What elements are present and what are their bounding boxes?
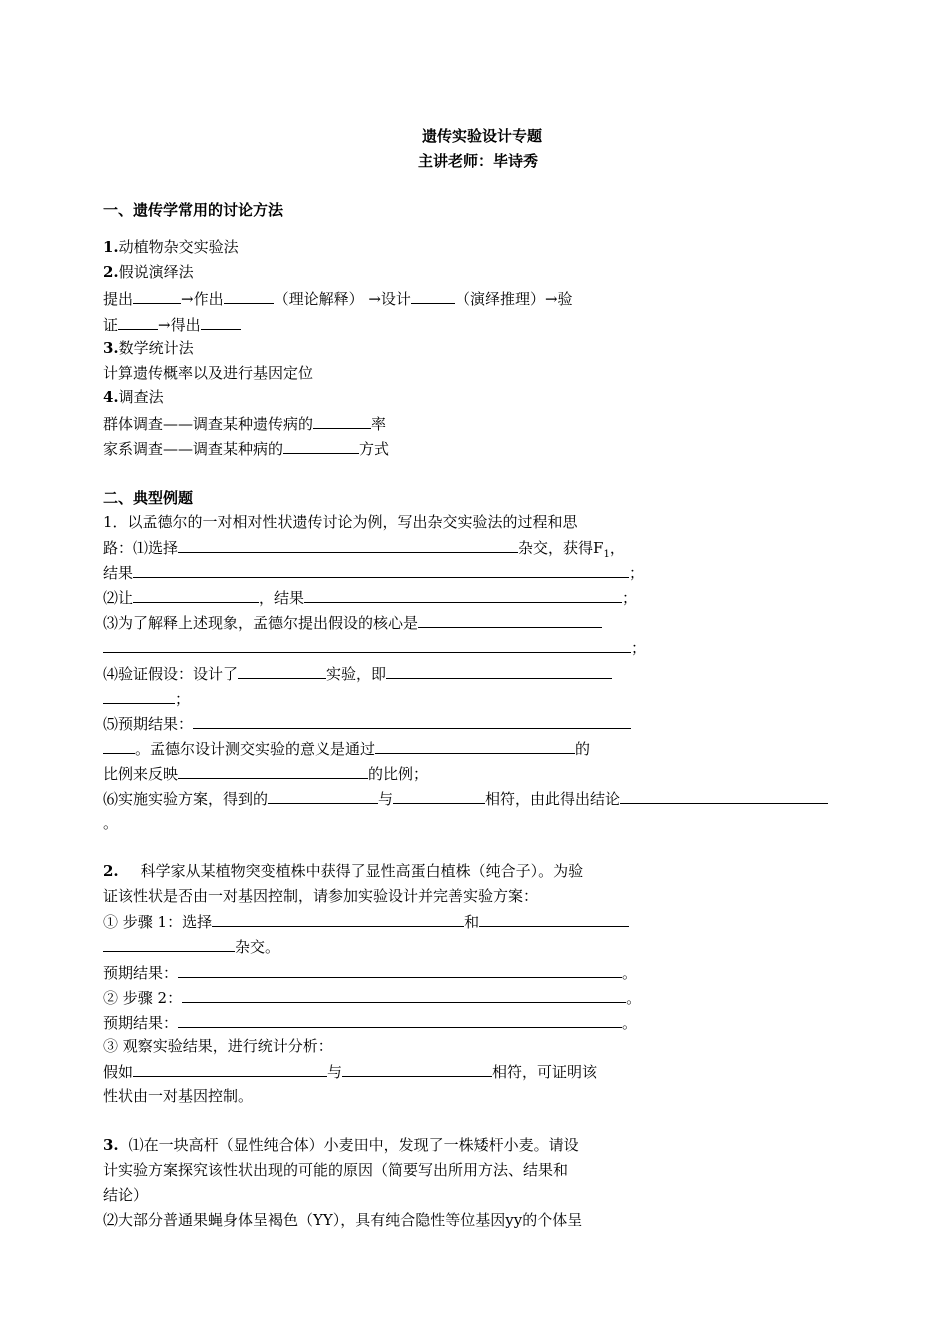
q1-line13: 。 xyxy=(103,814,119,832)
blank xyxy=(103,636,631,653)
method-2: 2.假说演绎法 xyxy=(103,263,194,281)
blank xyxy=(342,1060,492,1077)
q2-line10: 性状由一对基因控制。 xyxy=(103,1087,254,1105)
q2-line3: ① 步骤 1：选择 和 xyxy=(103,910,629,933)
q1-line10: 。孟德尔设计测交实验的意义是通过 的 xyxy=(103,737,590,760)
method-2-steps-line1: 提出 →作出 （理论解释） →设计 （演绎推理）→验 xyxy=(103,287,573,310)
blank xyxy=(133,1060,327,1077)
blank xyxy=(133,561,629,578)
blank xyxy=(238,662,326,679)
q3-line1: 3. ⑴在一块高杆（显性纯合体）小麦田中，发现了一株矮杆小麦。请设 xyxy=(103,1136,579,1154)
blank xyxy=(103,737,135,754)
q1-line4: ⑵让 ，结果 ； xyxy=(103,586,637,609)
blank xyxy=(283,437,359,454)
blank xyxy=(313,412,371,429)
page-title: 遗传实验设计专题 xyxy=(422,127,543,145)
blank xyxy=(178,536,518,553)
blank xyxy=(182,986,626,1003)
blank xyxy=(224,287,274,304)
blank xyxy=(268,787,378,804)
blank xyxy=(304,586,622,603)
blank xyxy=(386,662,612,679)
method-3: 3.数学统计法 xyxy=(103,339,194,357)
q2-line2: 证该性状是否由一对基因控制，请参加实验设计并完善实验方案： xyxy=(103,887,539,905)
q2-line4: 杂交。 xyxy=(103,935,280,958)
q1-line3: 结果 ； xyxy=(103,561,644,584)
blank xyxy=(103,687,175,704)
q2-line9: 假如 与 相符，可证明该 xyxy=(103,1060,597,1083)
blank xyxy=(418,611,602,628)
q2-line7: 预期结果： 。 xyxy=(103,1011,637,1034)
method-3-desc: 计算遗传概率以及进行基因定位 xyxy=(103,364,314,382)
method-2-steps-line2: 证 →得出 xyxy=(103,313,241,336)
blank xyxy=(118,313,158,330)
q1-line12: ⑹实施实验方案，得到的 与 相符，由此得出结论 xyxy=(103,787,828,810)
q3-line2: 计实验方案探究该性状出现的可能的原因（简要写出所用方法、结果和 xyxy=(103,1161,569,1179)
blank xyxy=(393,787,485,804)
method-4: 4.调查法 xyxy=(103,388,164,406)
blank xyxy=(178,762,368,779)
section-heading-examples: 二、典型例题 xyxy=(103,489,194,507)
blank xyxy=(178,961,622,978)
section-heading-methods: 一、遗传学常用的讨论方法 xyxy=(103,201,284,219)
q2-line6: ② 步骤 2： 。 xyxy=(103,986,641,1009)
q1-line5: ⑶为了解释上述现象，孟德尔提出假设的核心是 xyxy=(103,611,602,634)
q3-line3: 结论） xyxy=(103,1186,149,1204)
q1-line11: 比例来反映 的比例； xyxy=(103,762,428,785)
q1-line8: ； xyxy=(103,687,190,710)
blank xyxy=(212,910,464,927)
blank xyxy=(201,313,241,330)
method-1: 1.动植物杂交实验法 xyxy=(103,238,239,256)
blank xyxy=(133,586,259,603)
blank xyxy=(193,712,631,729)
method-4-line1: 群体调查——调查某种遗传病的 率 xyxy=(103,412,386,435)
blank xyxy=(620,787,828,804)
method-4-line2: 家系调查——调查某种病的 方式 xyxy=(103,437,389,460)
blank xyxy=(133,287,181,304)
q1-line7: ⑷验证假设：设计了 实验，即 xyxy=(103,662,612,685)
blank xyxy=(411,287,455,304)
blank xyxy=(178,1011,622,1028)
q2-line5: 预期结果： 。 xyxy=(103,961,637,984)
blank xyxy=(103,935,235,952)
q1-line9: ⑸预期结果： xyxy=(103,712,631,735)
q2-line8: ③ 观察实验结果，进行统计分析： xyxy=(103,1037,333,1055)
teacher-name: 主讲老师：毕诗秀 xyxy=(418,152,539,170)
blank xyxy=(479,910,629,927)
q1-line6: ； xyxy=(103,636,646,659)
q1-line2: 路：⑴选择 杂交，获得$F_1$， xyxy=(103,536,625,566)
q2-line1: 2. 科学家从某植物突变植株中获得了显性高蛋白植株（纯合子）。为验 xyxy=(103,862,584,880)
q3-line4: ⑵大部分普通果蝇身体呈褐色（YY），具有纯合隐性等位基因yy的个体呈 xyxy=(103,1211,583,1229)
q1-line1: 1．以孟德尔的一对相对性状遗传讨论为例，写出杂交实验法的过程和思 xyxy=(103,513,578,531)
blank xyxy=(375,737,575,754)
